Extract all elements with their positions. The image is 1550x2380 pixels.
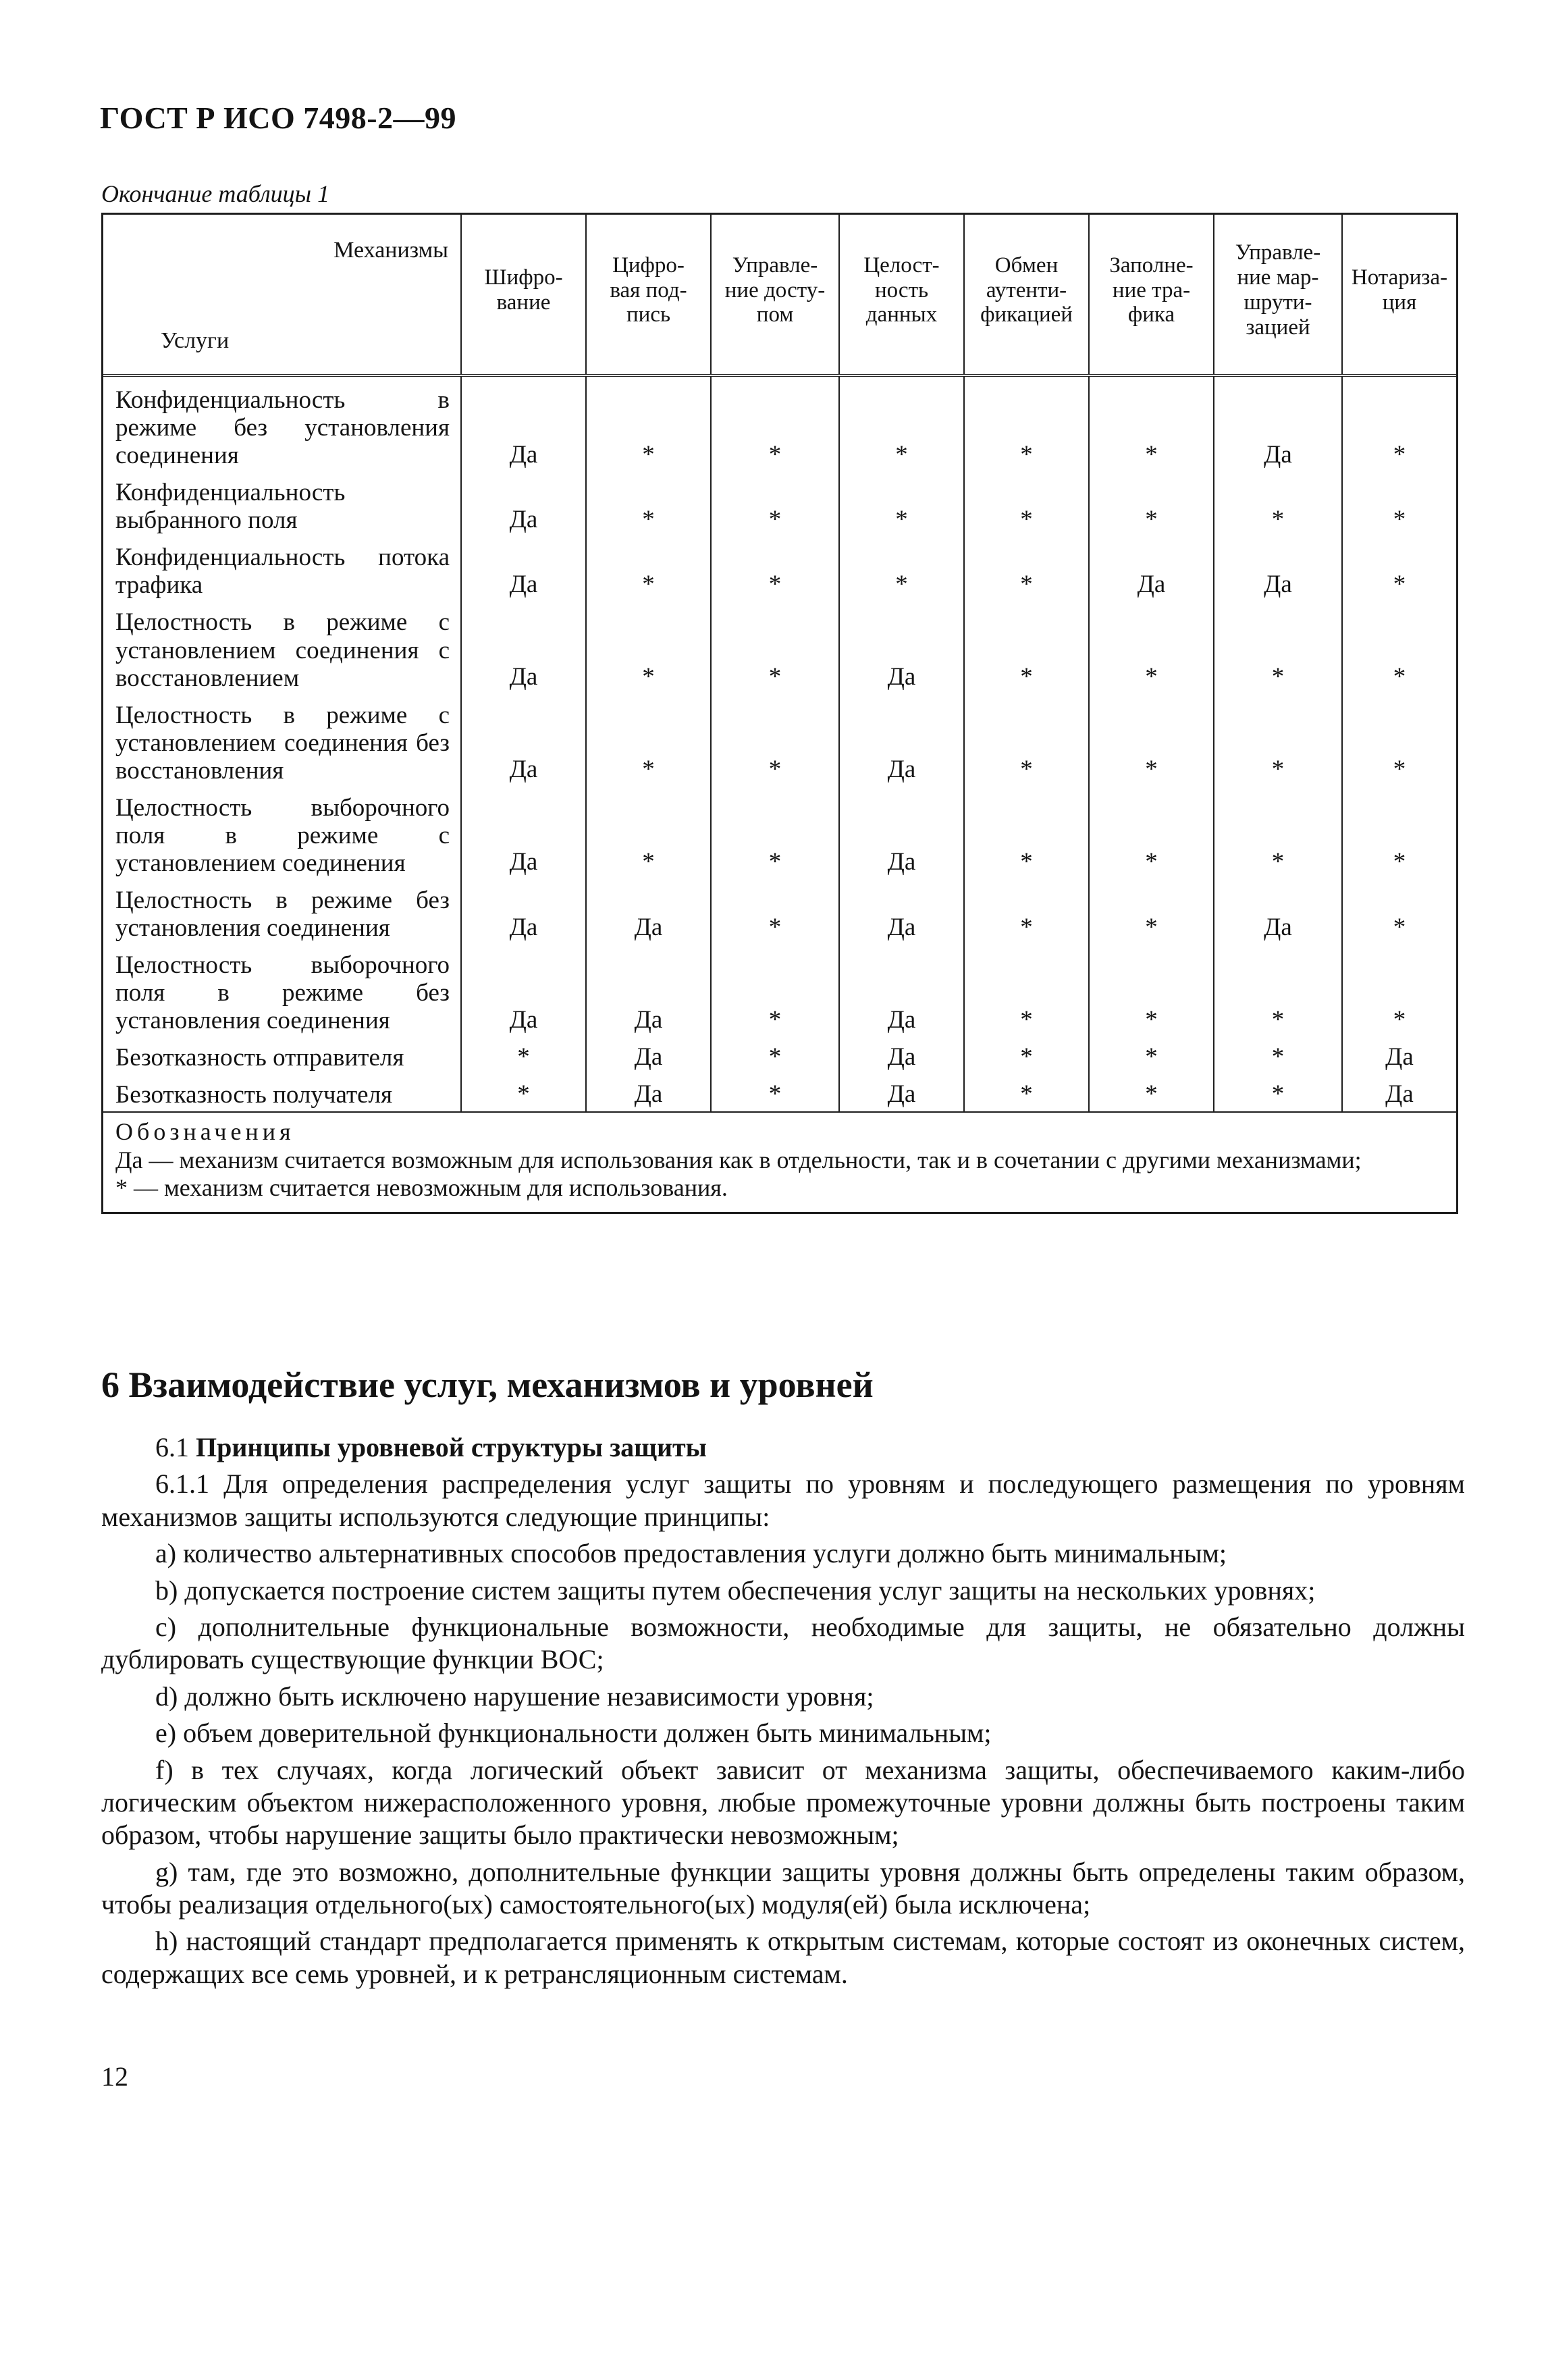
value-cell: * bbox=[711, 375, 839, 472]
value-cell: * bbox=[1342, 602, 1456, 694]
value-cell: Да bbox=[1214, 880, 1342, 945]
value-cell: Да bbox=[1342, 1037, 1456, 1074]
value-cell: * bbox=[1089, 602, 1214, 694]
table-body bbox=[103, 375, 1456, 1111]
table-row bbox=[103, 375, 1456, 472]
column-header: Управле- ние досту- пом bbox=[711, 215, 839, 375]
value-cell: * bbox=[964, 787, 1089, 880]
principle-item: b) допускается построение систем защиты путем обеспечения услуг защиты на нескольких уровнях; bbox=[155, 1575, 1316, 1606]
value-cell: * bbox=[964, 1037, 1089, 1074]
value-cell: * bbox=[711, 880, 839, 945]
column-header: Шифро- вание bbox=[461, 215, 586, 375]
column-header: Целост- ность данных bbox=[839, 215, 964, 375]
corner-cell bbox=[103, 215, 461, 375]
value-cell: * bbox=[1214, 1074, 1342, 1111]
value-cell: * bbox=[711, 1074, 839, 1111]
value-cell: * bbox=[1089, 880, 1214, 945]
value-cell: * bbox=[586, 695, 711, 787]
value-cell: Да bbox=[461, 537, 586, 602]
value-cell: * bbox=[964, 695, 1089, 787]
table-row bbox=[103, 787, 1456, 880]
value-cell: * bbox=[1214, 1037, 1342, 1074]
value-cell: Да bbox=[461, 602, 586, 694]
table-row bbox=[103, 1037, 1456, 1074]
value-cell: * bbox=[964, 1074, 1089, 1111]
paragraph-intro: 6.1.1 Для определения распределения услуг защиты по уровням и последующего размещения по уровням механизмов защиты используются следующие принципы: bbox=[101, 1469, 1465, 1532]
value-cell: * bbox=[964, 880, 1089, 945]
value-cell: * bbox=[1342, 537, 1456, 602]
value-cell: Да bbox=[1214, 375, 1342, 472]
value-cell: Да bbox=[461, 695, 586, 787]
value-cell: * bbox=[586, 472, 711, 537]
value-cell: * bbox=[586, 787, 711, 880]
value-cell: * bbox=[964, 602, 1089, 694]
value-cell: * bbox=[586, 375, 711, 472]
value-cell: * bbox=[711, 695, 839, 787]
value-cell: Да bbox=[1089, 537, 1214, 602]
legend-yes: Да — механизм считается возможным для использования как в отдельности, так и в сочетании с другими механизмами; bbox=[115, 1146, 1362, 1173]
value-cell: * bbox=[1214, 472, 1342, 537]
value-cell: * bbox=[1089, 1037, 1214, 1074]
value-cell: Да bbox=[461, 945, 586, 1037]
value-cell: * bbox=[1214, 602, 1342, 694]
column-header: Нотариза- ция bbox=[1342, 215, 1456, 375]
document-header: ГОСТ Р ИСО 7498-2—99 bbox=[100, 101, 457, 135]
value-cell: * bbox=[1214, 945, 1342, 1037]
service-name-cell: Целостность выборочного поля в режиме без установления соединения bbox=[115, 951, 450, 1035]
value-cell: Да bbox=[586, 880, 711, 945]
principle-item: h) настоящий стандарт предполагается применять к открытым системам, которые состоят из оконечных систем, содержащих все семь уровней, и к ретрансляционным системам. bbox=[101, 1926, 1465, 1989]
service-name-cell: Безотказность отправителя bbox=[115, 1044, 404, 1072]
value-cell: Да bbox=[839, 945, 964, 1037]
service-name-cell: Конфиденциальность в режиме без установления соединения bbox=[115, 386, 450, 470]
value-cell: Да bbox=[461, 375, 586, 472]
table-legend bbox=[103, 1111, 1456, 1211]
value-cell: * bbox=[1089, 1074, 1214, 1111]
value-cell: * bbox=[1214, 695, 1342, 787]
value-cell: * bbox=[461, 1037, 586, 1074]
legend-star: * — механизм считается невозможным для использования. bbox=[115, 1174, 728, 1202]
principle-item: g) там, где это возможно, дополнительные функции защиты уровня должны быть определены таким образом, чтобы реализация отдельного(ых) самостоятельного(ых) модуля(ей) была исключена; bbox=[101, 1856, 1465, 1920]
table-row bbox=[103, 602, 1456, 694]
value-cell: * bbox=[586, 537, 711, 602]
value-cell: * bbox=[1089, 787, 1214, 880]
value-cell: * bbox=[839, 375, 964, 472]
value-cell: Да bbox=[839, 1037, 964, 1074]
service-name-cell: Конфиденциальность потока трафика bbox=[115, 544, 450, 600]
value-cell: * bbox=[711, 1037, 839, 1074]
value-cell: * bbox=[1089, 945, 1214, 1037]
value-cell: * bbox=[964, 537, 1089, 602]
value-cell: * bbox=[1089, 695, 1214, 787]
value-cell: * bbox=[1089, 472, 1214, 537]
table-row bbox=[103, 472, 1456, 537]
mechanisms-table bbox=[101, 213, 1458, 1214]
value-cell: * bbox=[461, 1074, 586, 1111]
value-cell: Да bbox=[586, 945, 711, 1037]
value-cell: * bbox=[839, 537, 964, 602]
value-cell: * bbox=[839, 472, 964, 537]
table-row bbox=[103, 537, 1456, 602]
value-cell: Да bbox=[461, 472, 586, 537]
value-cell: Да bbox=[586, 1074, 711, 1111]
value-cell: Да bbox=[1214, 537, 1342, 602]
subsection-title: Принципы уровневой структуры защиты bbox=[196, 1432, 707, 1462]
value-cell: * bbox=[1342, 695, 1456, 787]
subsection-number: 6.1 bbox=[155, 1432, 189, 1462]
value-cell: * bbox=[711, 945, 839, 1037]
value-cell: Да bbox=[839, 1074, 964, 1111]
column-header: Цифро- вая под- пись bbox=[586, 215, 711, 375]
principle-item: c) дополнительные функциональные возможности, необходимые для защиты, не обязательно должны дублировать существующие функции ВОС; bbox=[101, 1611, 1465, 1675]
value-cell: * bbox=[711, 472, 839, 537]
table-header-row bbox=[103, 215, 1456, 375]
principle-item: e) объем доверительной функциональности должен быть минимальным; bbox=[155, 1718, 992, 1749]
value-cell: * bbox=[711, 537, 839, 602]
value-cell: * bbox=[1342, 472, 1456, 537]
principles-list bbox=[101, 1537, 1465, 1990]
subsection-heading bbox=[101, 1431, 1465, 1464]
corner-label-services: Услуги bbox=[161, 327, 230, 353]
service-name-cell: Безотказность получателя bbox=[115, 1081, 393, 1109]
service-name-cell: Целостность выборочного поля в режиме с установлением соединения bbox=[115, 793, 450, 877]
value-cell: Да bbox=[586, 1037, 711, 1074]
table-row bbox=[103, 945, 1456, 1037]
value-cell: * bbox=[964, 945, 1089, 1037]
value-cell: * bbox=[711, 602, 839, 694]
service-name-cell: Конфиденциальность выбранного поля bbox=[115, 479, 346, 535]
value-cell: * bbox=[1342, 880, 1456, 945]
value-cell: Да bbox=[839, 602, 964, 694]
service-name-cell: Целостность в режиме с установлением соединения с восстановлением bbox=[115, 608, 450, 692]
table-row bbox=[103, 880, 1456, 945]
column-header: Обмен аутенти- фикацией bbox=[964, 215, 1089, 375]
value-cell: * bbox=[1342, 787, 1456, 880]
principle-item: f) в тех случаях, когда логический объект зависит от механизма защиты, обеспечиваемого каким-либо логическим объектом нижерасположенного уровня, любые промежуточные уровни должны быть построены таким образом, чтобы нарушение защиты было практически невозможным; bbox=[101, 1754, 1465, 1851]
section-heading: 6 Взаимодействие услуг, механизмов и уровней bbox=[101, 1365, 874, 1405]
table-caption: Окончание таблицы 1 bbox=[101, 180, 330, 207]
value-cell: * bbox=[964, 472, 1089, 537]
value-cell: * bbox=[586, 602, 711, 694]
service-name-cell: Целостность в режиме без установления соединения bbox=[115, 887, 450, 943]
value-cell: Да bbox=[461, 880, 586, 945]
legend-title: Обозначения bbox=[115, 1118, 295, 1146]
value-cell: Да bbox=[839, 787, 964, 880]
value-cell: * bbox=[711, 787, 839, 880]
value-cell: * bbox=[1342, 945, 1456, 1037]
corner-label-mechanisms: Механизмы bbox=[333, 238, 448, 263]
mechanisms-grid bbox=[103, 215, 1456, 1111]
value-cell: * bbox=[1214, 787, 1342, 880]
service-name-cell: Целостность в режиме с установлением соединения без восстановления bbox=[115, 701, 450, 785]
table-row bbox=[103, 1074, 1456, 1111]
value-cell: Да bbox=[1342, 1074, 1456, 1111]
value-cell: * bbox=[1089, 375, 1214, 472]
value-cell: * bbox=[1342, 375, 1456, 472]
page-number: 12 bbox=[101, 2061, 128, 2092]
principle-item: a) количество альтернативных способов предоставления услуги должно быть минимальным; bbox=[155, 1538, 1227, 1569]
value-cell: Да bbox=[461, 787, 586, 880]
section-body bbox=[101, 1431, 1465, 1994]
value-cell: Да bbox=[839, 880, 964, 945]
table-row bbox=[103, 695, 1456, 787]
column-header: Заполне- ние тра- фика bbox=[1089, 215, 1214, 375]
column-header: Управле- ние мар- шрути- зацией bbox=[1214, 215, 1342, 375]
value-cell: * bbox=[964, 375, 1089, 472]
principle-item: d) должно быть исключено нарушение независимости уровня; bbox=[155, 1681, 874, 1712]
value-cell: Да bbox=[839, 695, 964, 787]
